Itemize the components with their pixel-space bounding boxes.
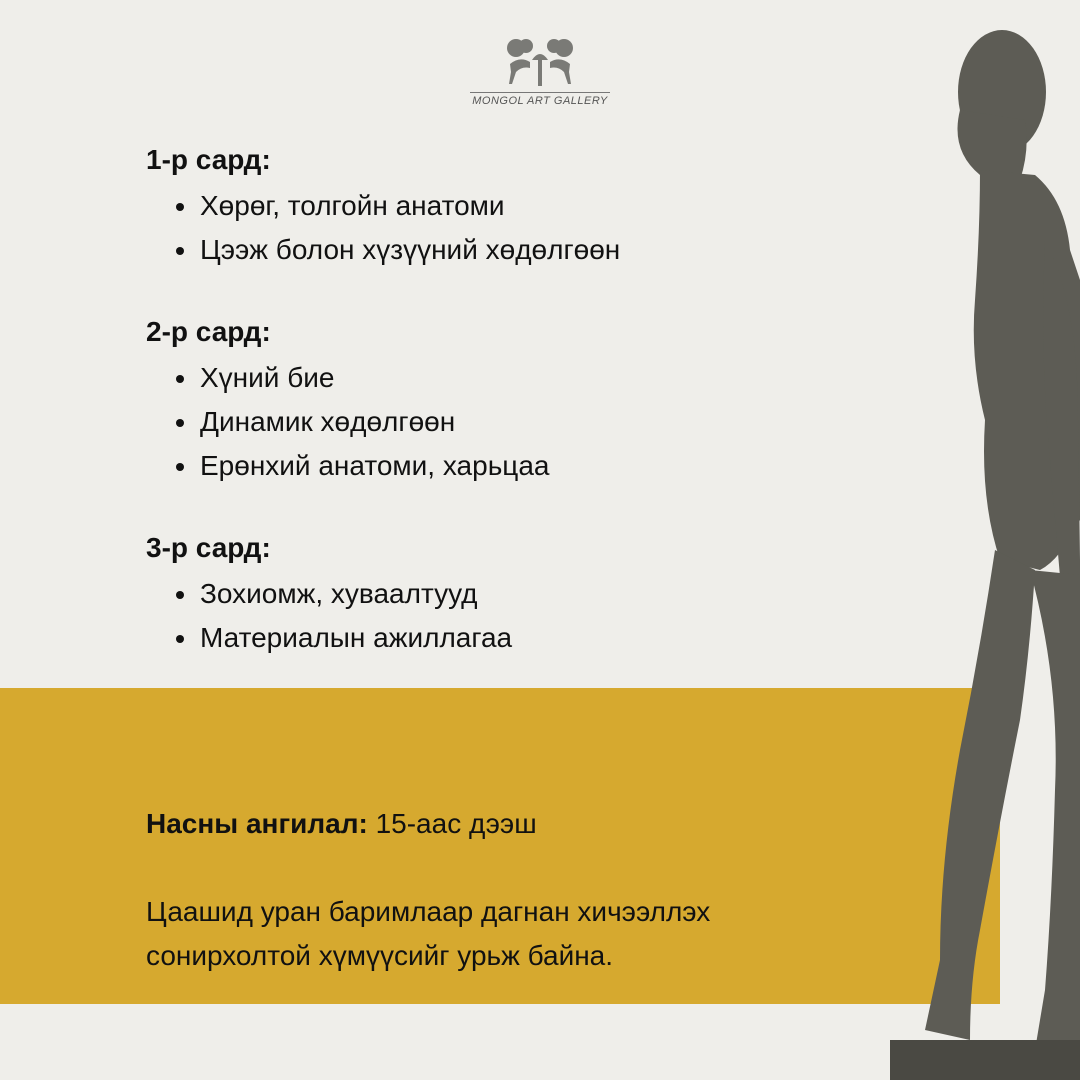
age-label: Насны ангилал: — [146, 808, 368, 839]
invitation-text — [146, 890, 846, 978]
topic-list — [146, 184, 786, 272]
topic-item: Зохиомж, хуваалтууд — [174, 572, 786, 616]
month-title: 3-р сард: — [146, 532, 271, 563]
topic-item: Ерөнхий анатоми, харьцаа — [174, 444, 786, 488]
topic-item: Материалын ажиллагаа — [174, 616, 786, 660]
topic-list — [146, 356, 786, 488]
age-category — [146, 806, 537, 842]
month-title: 2-р сард: — [146, 316, 271, 347]
sculpture-image — [830, 0, 1080, 1080]
topic-item: Динамик хөдөлгөөн — [174, 400, 786, 444]
curriculum-list — [146, 140, 786, 688]
month-section — [146, 140, 786, 272]
invite-line: Цаашид уран баримлаар дагнан хичээллэх — [146, 896, 711, 927]
topic-item: Цээж болон хүзүүний хөдөлгөөн — [174, 228, 786, 272]
topic-list — [146, 572, 786, 660]
gallery-logo — [470, 38, 610, 110]
age-value: 15-аас дээш — [367, 808, 537, 839]
twin-deer-icon — [496, 38, 584, 90]
topic-item: Хүний бие — [174, 356, 786, 400]
month-section — [146, 312, 786, 488]
month-section — [146, 528, 786, 660]
invite-line: сонирхолтой хүмүүсийг урьж байна. — [146, 940, 614, 971]
month-title: 1-р сард: — [146, 144, 271, 175]
topic-item: Хөрөг, толгойн анатоми — [174, 184, 786, 228]
logo-text: MONGOL ART GALLERY — [470, 92, 610, 107]
